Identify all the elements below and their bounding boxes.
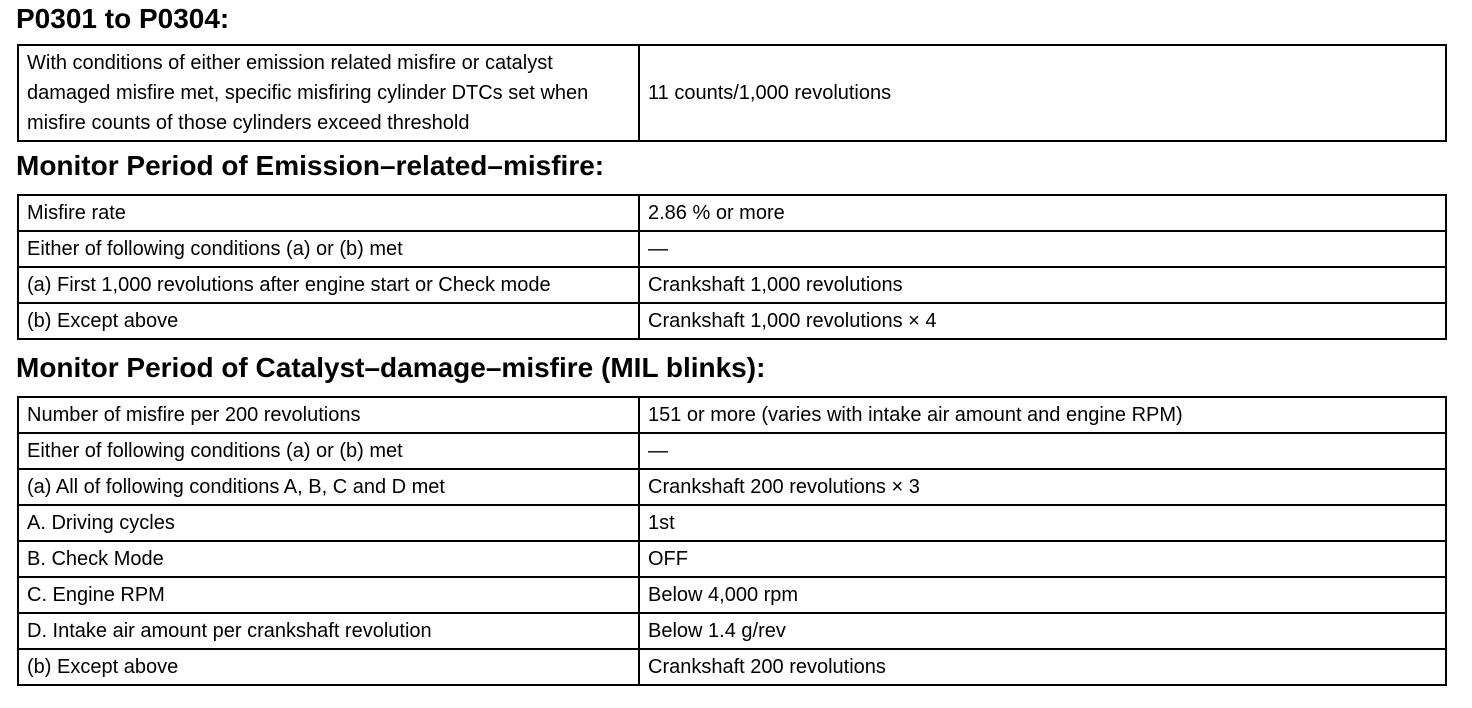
value-cell: —	[639, 231, 1446, 267]
value-cell: Crankshaft 200 revolutions	[639, 649, 1446, 685]
condition-cell: A. Driving cycles	[18, 505, 639, 541]
condition-cell: D. Intake air amount per crankshaft revolution	[18, 613, 639, 649]
value-cell: OFF	[639, 541, 1446, 577]
table-row	[18, 649, 1446, 685]
dtc-threshold-table	[17, 44, 1447, 142]
condition-cell: Misfire rate	[18, 195, 639, 231]
value-cell: 2.86 % or more	[639, 195, 1446, 231]
table-row	[18, 469, 1446, 505]
value-cell: Crankshaft 1,000 revolutions × 4	[639, 303, 1446, 339]
section-title-catalyst-misfire: Monitor Period of Catalyst–damage–misfire (MIL blinks):	[16, 352, 766, 383]
table-row	[18, 541, 1446, 577]
table-row	[18, 433, 1446, 469]
value-cell: Below 1.4 g/rev	[639, 613, 1446, 649]
table-row	[18, 267, 1446, 303]
value-cell: Crankshaft 1,000 revolutions	[639, 267, 1446, 303]
condition-cell: (b) Except above	[18, 303, 639, 339]
table-row	[18, 505, 1446, 541]
condition-cell: Either of following conditions (a) or (b) met	[18, 231, 639, 267]
table-row	[18, 195, 1446, 231]
table-row	[18, 577, 1446, 613]
table-row	[18, 231, 1446, 267]
table-row	[18, 397, 1446, 433]
condition-cell: With conditions of either emission related misfire or catalyst damaged misfire met, specific misfiring cylinder DTCs set when misfire counts of those cylinders exceed threshold	[18, 45, 639, 141]
table-row	[18, 613, 1446, 649]
emission-misfire-table	[17, 194, 1447, 340]
value-cell: 1st	[639, 505, 1446, 541]
condition-cell: (b) Except above	[18, 649, 639, 685]
section-title-dtc: P0301 to P0304:	[16, 3, 230, 34]
value-cell: 11 counts/1,000 revolutions	[639, 45, 1446, 141]
condition-cell: C. Engine RPM	[18, 577, 639, 613]
section-title-emission-misfire: Monitor Period of Emission–related–misfire:	[16, 150, 605, 181]
catalyst-misfire-table	[17, 396, 1447, 686]
condition-cell: Number of misfire per 200 revolutions	[18, 397, 639, 433]
table-row	[18, 303, 1446, 339]
table-row	[18, 45, 1446, 141]
condition-cell: (a) First 1,000 revolutions after engine start or Check mode	[18, 267, 639, 303]
condition-cell: (a) All of following conditions A, B, C and D met	[18, 469, 639, 505]
condition-cell: B. Check Mode	[18, 541, 639, 577]
value-cell: —	[639, 433, 1446, 469]
value-cell: 151 or more (varies with intake air amount and engine RPM)	[639, 397, 1446, 433]
value-cell: Below 4,000 rpm	[639, 577, 1446, 613]
condition-cell: Either of following conditions (a) or (b) met	[18, 433, 639, 469]
value-cell: Crankshaft 200 revolutions × 3	[639, 469, 1446, 505]
